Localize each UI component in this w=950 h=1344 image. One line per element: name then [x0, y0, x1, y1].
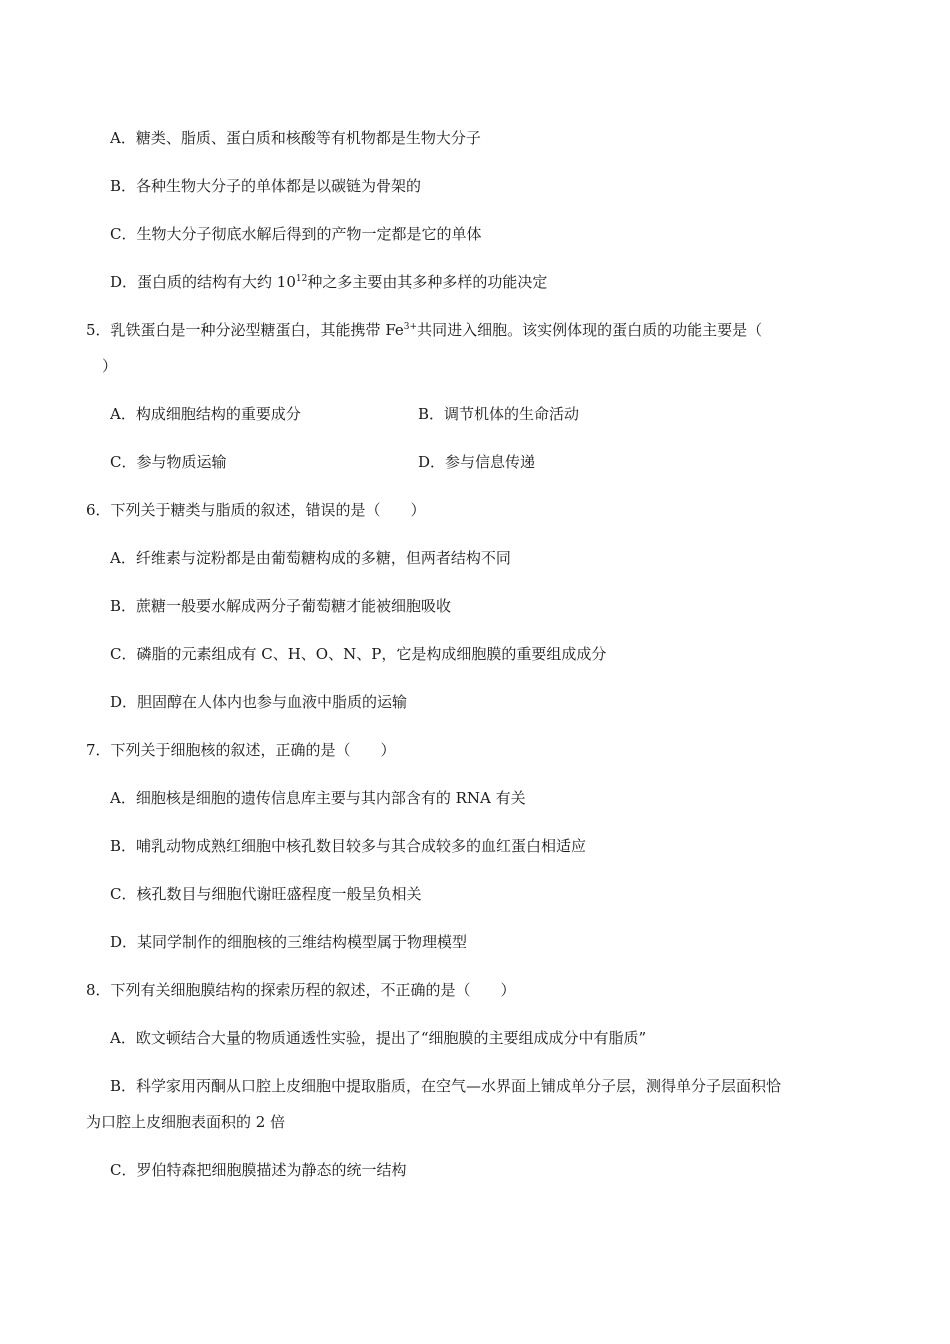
q5-stem-text-rest: 共同进入细胞。该实例体现的蛋白质的功能主要是（	[417, 321, 763, 339]
q4-option-d-text-rest: 种之多主要由其多种多样的功能决定	[307, 273, 548, 291]
q6-option-b: B．蔗糖一般要水解成两分子葡萄糖才能被细胞吸收	[110, 597, 452, 615]
q5-option-a: A．构成细胞结构的重要成分	[110, 405, 301, 423]
q5-stem-superscript: 3+	[403, 322, 418, 332]
q7-option-c: C．核孔数目与细胞代谢旺盛程度一般呈负相关	[110, 885, 422, 903]
q7-option-a: A．细胞核是细胞的遗传信息库主要与其内部含有的 RNA 有关	[110, 789, 526, 807]
q5-stem-text: 5．乳铁蛋白是一种分泌型糖蛋白，其能携带 Fe	[86, 321, 404, 339]
q4-option-b: B．各种生物大分子的单体都是以碳链为骨架的	[110, 177, 422, 195]
q4-option-c: C．生物大分子彻底水解后得到的产物一定都是它的单体	[110, 225, 482, 243]
q8-stem: 8．下列有关细胞膜结构的探索历程的叙述，不正确的是（ ）	[86, 981, 516, 999]
q5-option-b: B．调节机体的生命活动	[418, 405, 580, 423]
q6-option-a: A．纤维素与淀粉都是由葡萄糖构成的多糖，但两者结构不同	[110, 549, 511, 567]
q8-option-a: A．欧文顿结合大量的物质通透性实验，提出了“细胞膜的主要组成成分中有脂质”	[110, 1029, 647, 1047]
q7-option-d: D．某同学制作的细胞核的三维结构模型属于物理模型	[110, 933, 468, 951]
q4-option-a: A．糖类、脂质、蛋白质和核酸等有机物都是生物大分子	[110, 129, 481, 147]
q5-stem	[86, 320, 762, 340]
q6-option-c: C．磷脂的元素组成有 C、H、O、N、P，它是构成细胞膜的重要组成成分	[110, 645, 607, 663]
q6-stem: 6．下列关于糖类与脂质的叙述，错误的是（ ）	[86, 501, 426, 519]
q5-stem-close-paren: ）	[102, 357, 118, 375]
q7-stem: 7．下列关于细胞核的叙述，正确的是（ ）	[86, 741, 396, 759]
q7-option-b: B．哺乳动物成熟红细胞中核孔数目较多与其合成较多的血红蛋白相适应	[110, 837, 587, 855]
q8-option-c: C．罗伯特森把细胞膜描述为静态的统一结构	[110, 1161, 407, 1179]
q8-option-b-line2: 为口腔上皮细胞表面积的 2 倍	[86, 1113, 286, 1131]
q4-option-d	[110, 272, 547, 292]
q4-option-d-text: D．蛋白质的结构有大约 10	[110, 273, 296, 291]
q5-option-d: D．参与信息传递	[418, 453, 536, 471]
q8-option-b-line1: B．科学家用丙酮从口腔上皮细胞中提取脂质，在空气—水界面上铺成单分子层，测得单分子层面积恰	[110, 1077, 782, 1095]
q4-option-d-exponent: 12	[295, 274, 308, 284]
q5-option-c: C．参与物质运输	[110, 453, 227, 471]
q6-option-d: D．胆固醇在人体内也参与血液中脂质的运输	[110, 693, 408, 711]
